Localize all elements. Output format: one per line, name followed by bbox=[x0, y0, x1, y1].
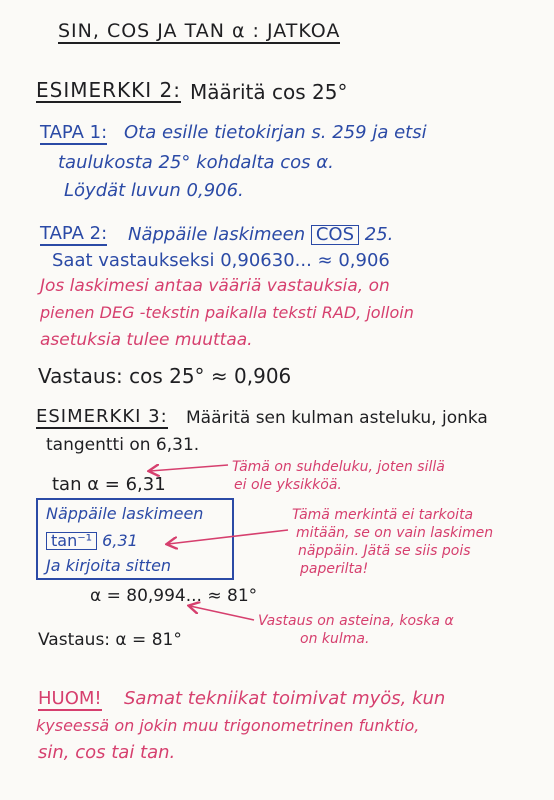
cos-key: COS bbox=[311, 225, 359, 245]
footer-label: HUOM! bbox=[38, 688, 102, 709]
example3-answer: Vastaus: α = 81° bbox=[38, 630, 182, 650]
way2-label: TAPA 2: bbox=[40, 223, 108, 244]
footer-line1: Samat tekniikat toimivat myös, kun bbox=[124, 688, 446, 709]
example2-answer: Vastaus: cos 25° ≈ 0,906 bbox=[38, 364, 292, 388]
inverse-tan-key: tan⁻¹ bbox=[46, 532, 97, 550]
ratio-arrow bbox=[150, 465, 228, 471]
ratio-annotation-line2: ei ole yksikköä. bbox=[234, 477, 342, 493]
notation-annotation-line4: paperilta! bbox=[300, 561, 369, 577]
box-line3: Ja kirjoita sitten bbox=[46, 556, 172, 575]
degrees-arrow bbox=[190, 606, 254, 620]
box-value: 6,31 bbox=[102, 531, 138, 550]
degrees-annotation-line1: Vastaus on asteina, koska α bbox=[258, 613, 454, 629]
way1-line1: Ota esille tietokirjan s. 259 ja etsi bbox=[124, 122, 427, 143]
tangent-equation: tan α = 6,31 bbox=[52, 474, 166, 495]
calculator-note-line3: asetuksia tulee muuttaa. bbox=[40, 330, 253, 350]
example2-heading: ESIMERKKI 2: bbox=[36, 78, 181, 102]
notation-annotation-line1: Tämä merkintä ei tarkoita bbox=[292, 507, 474, 523]
example2-task: Määritä cos 25° bbox=[190, 80, 348, 104]
angle-result: α = 80,994... ≈ 81° bbox=[90, 586, 258, 606]
calculator-note-line2: pienen DEG -tekstin paikalla teksti RAD, jolloin bbox=[40, 303, 414, 322]
footer-line2: kyseessä on jokin muu trigonometrinen funktio, bbox=[36, 716, 420, 735]
way2-text-after-key: 25. bbox=[364, 224, 394, 245]
way1-line2: taulukosta 25° kohdalta cos α. bbox=[58, 152, 334, 173]
page-title: SIN, COS JA TAN α : JATKOA bbox=[58, 20, 341, 42]
example3-task-line2: tangentti on 6,31. bbox=[46, 435, 200, 455]
notation-annotation-line2: mitään, se on vain laskimen bbox=[296, 525, 494, 541]
way1-label: TAPA 1: bbox=[40, 122, 108, 143]
ratio-annotation-line1: Tämä on suhdeluku, joten sillä bbox=[232, 459, 445, 475]
notation-annotation-line3: näppäin. Jätä se siis pois bbox=[298, 543, 471, 559]
way1-line3: Löydät luvun 0,906. bbox=[64, 180, 244, 201]
calculator-note-line1: Jos laskimesi antaa vääriä vastauksia, on bbox=[40, 276, 390, 296]
way2-text-before-key: Näppäile laskimeen bbox=[128, 224, 306, 245]
way2-line2: Saat vastaukseksi 0,90630... ≈ 0,906 bbox=[52, 250, 390, 271]
example3-task-line1: Määritä sen kulman asteluku, jonka bbox=[186, 408, 488, 428]
footer-line3: sin, cos tai tan. bbox=[38, 742, 176, 763]
example3-heading: ESIMERKKI 3: bbox=[36, 406, 168, 427]
notation-arrow bbox=[168, 530, 288, 544]
box-line1: Näppäile laskimeen bbox=[46, 504, 204, 523]
degrees-annotation-line2: on kulma. bbox=[300, 631, 370, 647]
